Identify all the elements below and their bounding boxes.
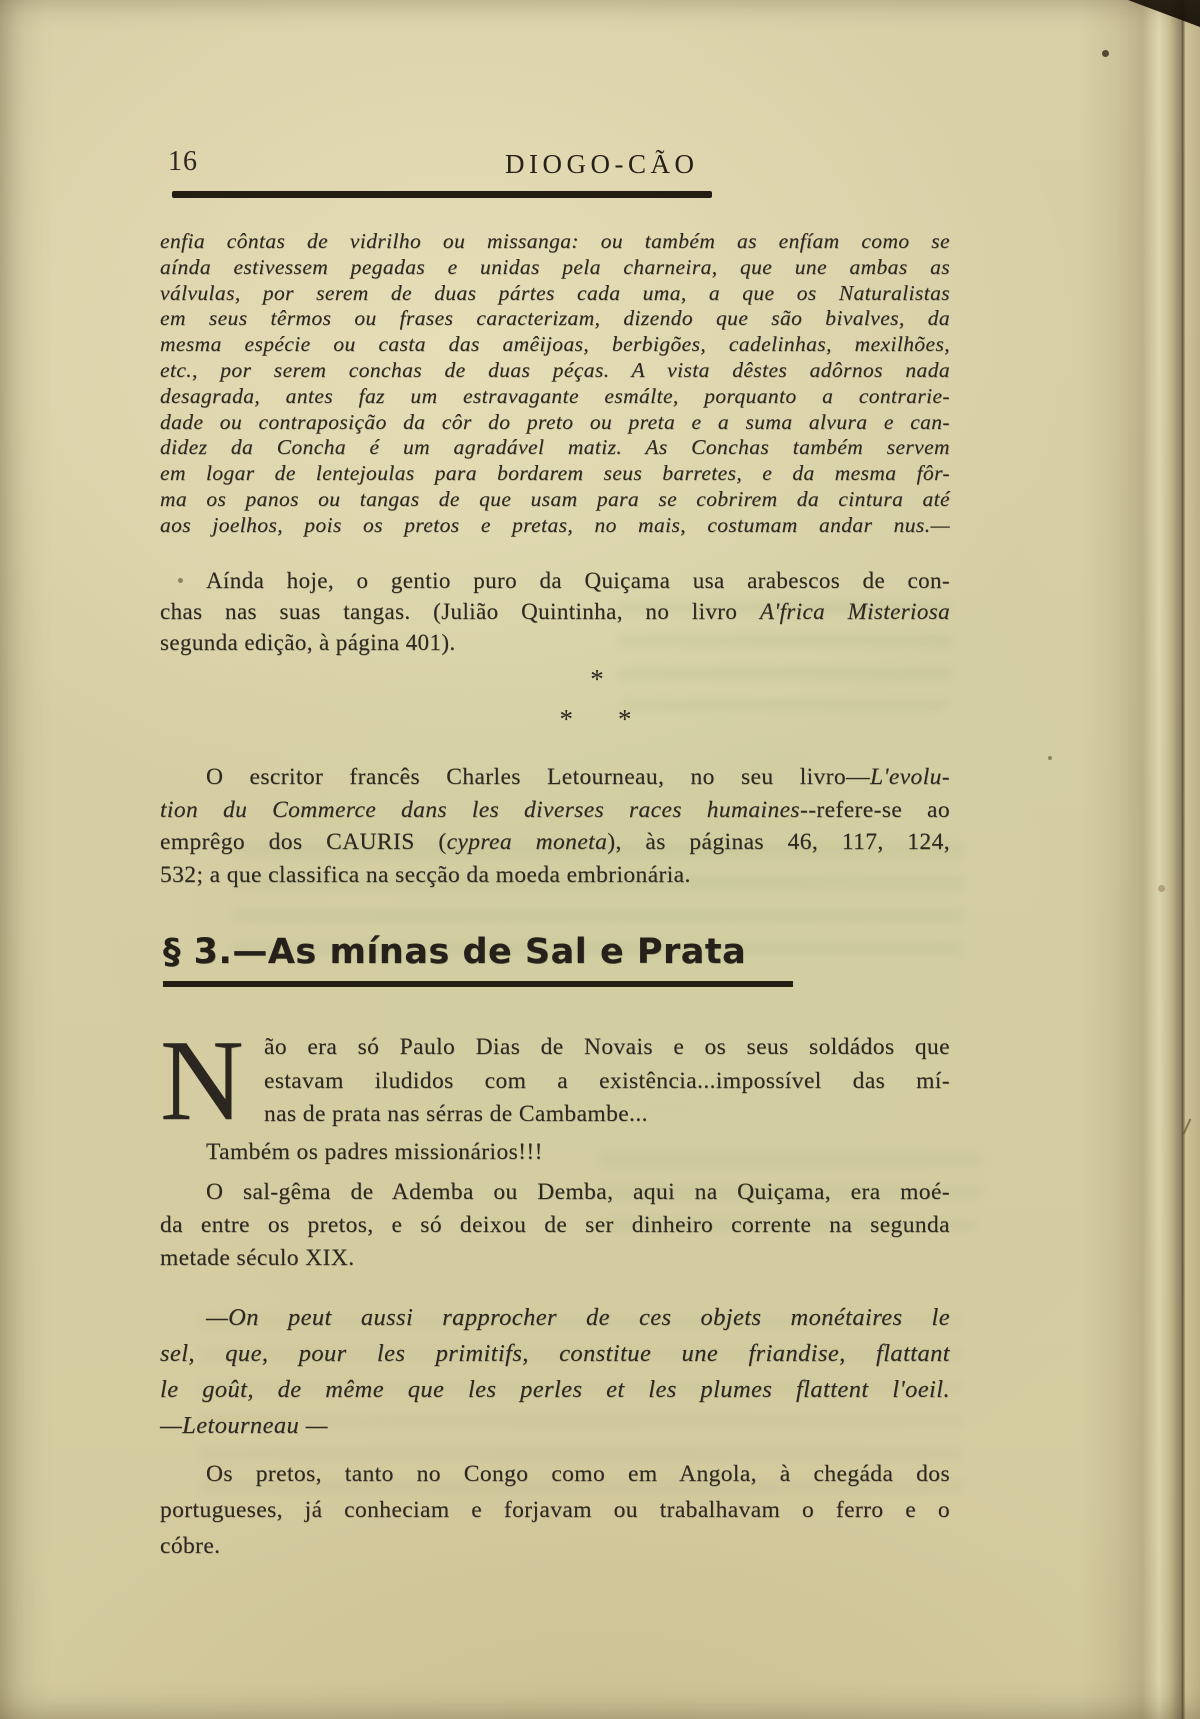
italic-text-segment: A'frica Misteriosa [759, 599, 951, 624]
text-line [160, 761, 950, 794]
text-line: ão era só Paulo Dias de Novais e os seus soldádos que [264, 1034, 950, 1060]
drop-cap-letter: N [160, 1017, 245, 1145]
text-line: didez da Concha é um agradável matiz. As Conchas também servem [160, 435, 950, 460]
text-line: dade ou contraposição da côr do preto ou preta e a suma alvura e can- [160, 409, 950, 434]
text-line: Também os padres missionários!!! [206, 1139, 543, 1165]
section-divider-star [160, 664, 950, 695]
text-line: nas de prata nas sérras de Cambambe... [264, 1101, 648, 1127]
text-segment: --refere-se ao [799, 796, 950, 823]
paragraph-missanga-quote [160, 229, 950, 539]
text-line [160, 794, 950, 827]
italic-text-segment: cyprea moneta [446, 829, 608, 855]
paper-speck [1102, 50, 1109, 57]
paragraph-ainda-hoje [160, 565, 950, 658]
text-line: sel, que, pour les primitifs, constitue une friandise, flattant [160, 1340, 950, 1367]
text-line: metade século XIX. [160, 1245, 355, 1271]
text-line [160, 596, 950, 627]
text-line: le goût, de même que les perles et les plumes flattent l'oeil. [160, 1376, 950, 1403]
paragraph-novais [160, 1017, 950, 1145]
section-heading [163, 932, 793, 987]
text-line: mesma espécie ou casta das amêijoas, berbigões, cadelinhas, mexilhões, [160, 332, 950, 357]
text-line: Aínda hoje, o gentio puro da Quiçama usa arabescos de con- [206, 568, 950, 593]
dark-corner [1128, 0, 1200, 27]
section-divider-star-pair [160, 704, 950, 735]
text-line: aos joelhos, pois os pretos e pretas, no mais, costumam andar nus.— [160, 512, 950, 537]
text-line: da entre os pretos, e só deixou de ser dinheiro corrente na segunda [160, 1212, 950, 1238]
text-segment: chas nas suas tangas. (Julião Quintinha, no livro [160, 599, 760, 624]
italic-text-segment: L'evolu- [869, 764, 950, 790]
text-line: segunda edição, à página 401). [160, 630, 456, 655]
text-line: válvulas, por serem de duas pártes cada uma, a que os Naturalistas [160, 280, 950, 305]
text-line: ma os panos ou tangas de que usam para se cobrirem da cintura até [160, 486, 950, 511]
header-rule [172, 191, 712, 198]
text-line: —Letourneau — [160, 1412, 328, 1439]
running-title: DIOGO-CÃO [505, 149, 699, 179]
star-glyph: * [590, 664, 604, 694]
paragraph-letourneau-cauris [160, 761, 950, 891]
text-line: enfia côntas de vidrilho ou missanga: ou também as enfíam como se [160, 229, 950, 253]
paragraph-sal-gema [160, 1176, 950, 1275]
paragraph-letourneau-quote [160, 1300, 950, 1444]
pen-mark [1183, 1118, 1192, 1134]
star-glyph: * [559, 704, 573, 734]
page-number: 16 [168, 146, 198, 177]
text-line: em seus têrmos ou frases caracterizam, dizendo que são bivalves, da [160, 306, 950, 331]
paragraph-tambem [160, 1136, 950, 1169]
text-segment: emprêgo dos CAURIS ( [160, 829, 447, 855]
page-edge-curl [1080, 0, 1200, 1719]
text-line: —On peut aussi rapprocher de ces objets monétaires le [206, 1304, 950, 1331]
text-line: Os pretos, tanto no Congo como em Angola, à chegáda dos [206, 1461, 950, 1487]
text-line: aínda estivessem pegadas e unidas pela charneira, que une ambas as [160, 254, 950, 279]
paper-speck [1048, 756, 1052, 760]
text-line: estavam iludidos com a existência...impossível das mí- [264, 1067, 950, 1094]
text-line: etc., por serem conchas de duas péças. A vista dêstes adôrnos nada [160, 357, 950, 382]
text-line: em logar de lentejoulas para bordarem seus barretes, e da mesma fôr- [160, 461, 950, 486]
text-line: 532; a que classifica na secção da moeda embrionária. [160, 861, 691, 888]
drop-cap-lines [264, 1031, 950, 1132]
text-line: desagrada, antes faz um estravagante esmálte, porquanto a contrarie- [160, 383, 950, 408]
text-segment: ), às páginas 46, 117, 124, [607, 829, 951, 855]
text-line [160, 826, 950, 859]
star-glyph: * [618, 704, 632, 734]
section-heading-text: § 3.—As mínas de Sal e Prata [163, 932, 747, 972]
text-line: O sal-gêma de Ademba ou Demba, aqui na Quiçama, era moé- [206, 1179, 950, 1205]
text-line: cóbre. [160, 1533, 221, 1559]
text-line: portugueses, já conheciam e forjavam ou trabalhavam o ferro e o [160, 1497, 950, 1523]
italic-text-segment: tion du Commerce dans les diverses races humaines [160, 796, 800, 823]
paragraph-ferro-cobre [160, 1456, 950, 1564]
paper-speck [1158, 885, 1165, 892]
text-segment: O escritor francês Charles Letourneau, no seu livro— [206, 764, 870, 790]
